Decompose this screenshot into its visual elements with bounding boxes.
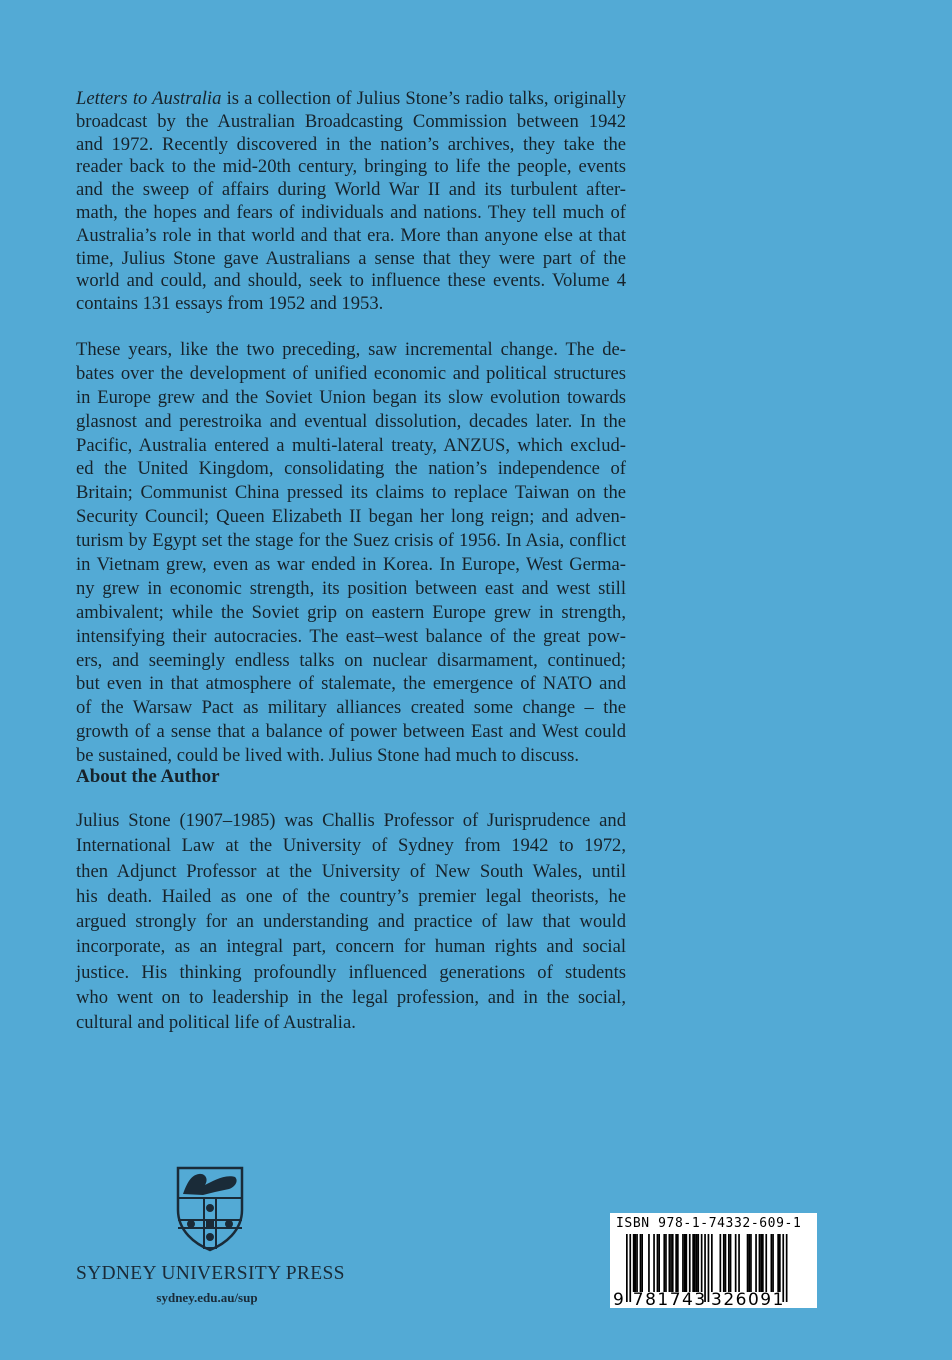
- barcode-bar: [670, 1234, 672, 1292]
- text-line: contains 131 essays from 1952 and 1953.: [76, 293, 384, 315]
- barcode-bar: [641, 1234, 643, 1292]
- text-line: math, the hopes and fears of individuals and nations. They tell much of: [76, 201, 626, 223]
- barcode-bar: [635, 1234, 637, 1292]
- barcode-bar: [711, 1234, 713, 1292]
- text-line: bates over the development of unified economic and political structures: [76, 362, 626, 384]
- barcode-bar: [762, 1234, 764, 1292]
- barcode-bar: [748, 1234, 750, 1292]
- text-fragment: is a collection of Julius Stone’s radio talks, originally: [221, 88, 626, 109]
- text-line: intensifying their autocracies. The east–west balance of the great pow-: [76, 625, 626, 647]
- ean-first-digit: 9: [613, 1290, 626, 1308]
- text-line: in Vietnam grew, even as war ended in Korea. In Europe, West Germa-: [76, 554, 626, 576]
- text-line: ers, and seemingly endless talks on nuclear disarmament, continued;: [76, 649, 626, 671]
- barcode-bar: [663, 1234, 665, 1292]
- barcode-bar: [730, 1234, 732, 1292]
- barcode-bar: [648, 1234, 650, 1292]
- ean-right-digits: 326091: [711, 1290, 785, 1308]
- publisher-url: sydney.edu.au/sup: [156, 1290, 258, 1305]
- barcode-bar: [760, 1234, 762, 1292]
- barcode-bar: [629, 1234, 631, 1302]
- barcode-bar: [696, 1234, 698, 1292]
- text-line: growth of a sense that a balance of power between East and West could: [76, 721, 626, 743]
- text-line: incorporate, as an integral part, concern for human rights and social: [76, 936, 626, 958]
- barcode-bar: [684, 1234, 686, 1292]
- barcode-bar: [747, 1234, 749, 1292]
- text-line: justice. His thinking profoundly influenced generations of students: [76, 961, 626, 983]
- barcode-bar: [640, 1234, 642, 1292]
- text-line: turism by Egypt set the stage for the Suez crisis of 1956. In Asia, conflict: [76, 530, 626, 552]
- barcode-bar: [759, 1234, 761, 1292]
- text-line: argued strongly for an understanding and practice of law that would: [76, 911, 626, 933]
- barcode-bar: [771, 1234, 773, 1292]
- text-line: who went on to leadership in the legal profession, and in the social,: [76, 987, 626, 1009]
- barcode-bar: [689, 1234, 691, 1292]
- barcode-bar: [653, 1234, 655, 1292]
- barcode-bar: [735, 1234, 737, 1292]
- barcode-bar: [765, 1234, 767, 1292]
- barcode-bar: [725, 1234, 727, 1292]
- barcode-bar: [755, 1234, 757, 1292]
- barcode-bar: [723, 1234, 725, 1292]
- isbn-label: ISBN 978-1-74332-609-1: [616, 1216, 802, 1231]
- text-line: cultural and political life of Australia.: [76, 1012, 356, 1034]
- ean-left-digits: 781743: [632, 1290, 707, 1308]
- about-author-heading: About the Author: [76, 766, 220, 787]
- barcode-bar: [701, 1234, 703, 1292]
- text-line: Australia’s role in that world and that era. More than anyone else at that: [76, 224, 626, 246]
- barcode-bar: [677, 1234, 679, 1292]
- text-line: time, Julius Stone gave Australians a sense that they were part of the: [76, 247, 626, 269]
- text-line: Security Council; Queen Elizabeth II began her long reign; and adven-: [76, 506, 626, 528]
- barcode-bar: [669, 1234, 671, 1292]
- text-line: of the Warsaw Pact as military alliances created some change – the: [76, 697, 626, 719]
- barcode-bar: [786, 1234, 788, 1302]
- barcode-bar: [697, 1234, 699, 1292]
- barcode-bar: [750, 1234, 752, 1292]
- text-line: be sustained, could be lived with. Julius Stone had much to discuss.: [76, 745, 580, 767]
- barcode-bar: [779, 1234, 781, 1292]
- text-line: broadcast by the Australian Broadcasting Commission between 1942: [76, 110, 626, 132]
- barcode-bar: [672, 1234, 674, 1292]
- barcode-bar: [738, 1234, 740, 1292]
- barcode-bar: [636, 1234, 638, 1292]
- text-line: Pacific, Australia entered a multi-lateral treaty, ANZUS, which exclud-: [76, 434, 626, 456]
- barcode-bar: [694, 1234, 696, 1292]
- publisher-name: SYDNEY UNIVERSITY PRESS: [76, 1263, 345, 1284]
- publisher-logo: [60, 1165, 360, 1258]
- barcode-bar: [658, 1234, 660, 1292]
- text-line: ambivalent; while the Soviet grip on eastern Europe grew in strength,: [76, 601, 626, 623]
- text-line: and the sweep of affairs during World War II and its turbulent after-: [76, 179, 626, 201]
- text-line: These years, like the two preceding, saw incremental change. The de-: [76, 339, 626, 360]
- barcode-bar: [686, 1234, 688, 1292]
- barcode-bar: [682, 1234, 684, 1292]
- university-shield-crest-icon: [175, 1165, 245, 1253]
- barcode-bar: [633, 1234, 635, 1292]
- barcode-bar: [708, 1234, 710, 1302]
- text-line: reader back to the mid-20th century, bringing to life the people, events: [76, 156, 626, 178]
- barcode-bar: [675, 1234, 677, 1292]
- barcode-bars: [610, 1213, 817, 1308]
- text-line: then Adjunct Professor at the University of New South Wales, until: [76, 860, 626, 882]
- text-line: ny grew in economic strength, its position between east and west still: [76, 577, 626, 599]
- description-paragraph-2: [76, 338, 626, 768]
- text-line: Julius Stone (1907–1985) was Challis Professor of Jurisprudence and: [76, 810, 626, 831]
- text-line: Britain; Communist China pressed its claims to replace Taiwan on the: [76, 482, 626, 504]
- about-author-paragraph: [76, 808, 626, 1036]
- text-line: his death. Hailed as one of the country’s premier legal theorists, he: [76, 885, 626, 907]
- barcode-bar: [657, 1234, 659, 1292]
- barcode-bar: [772, 1234, 774, 1292]
- description-paragraph-1: [76, 88, 626, 316]
- barcode-bar: [777, 1234, 779, 1292]
- text-line: glasnost and perestroika and eventual dissolution, decades later. In the: [76, 410, 626, 432]
- barcode-bar: [692, 1234, 694, 1292]
- book-title: Letters to Australia: [76, 88, 222, 109]
- text-line: International Law at the University of Sydney from 1942 to 1972,: [76, 835, 626, 857]
- text-line: world and could, and should, seek to influence these events. Volume 4: [76, 270, 626, 292]
- isbn-barcode: [610, 1213, 817, 1308]
- text-line: in Europe grew and the Soviet Union began its slow evolution towards: [76, 386, 626, 408]
- barcode-bar: [720, 1234, 722, 1292]
- text-line: but even in that atmosphere of stalemate, the emergence of NATO and: [76, 673, 626, 695]
- barcode-bar: [626, 1234, 628, 1302]
- text-line: ed the United Kingdom, consolidating the nation’s independence of: [76, 458, 626, 480]
- barcode-bar: [665, 1234, 667, 1292]
- barcode-bar: [728, 1234, 730, 1292]
- text-line: [76, 88, 626, 111]
- text-line: and 1972. Recently discovered in the nation’s archives, they take the: [76, 133, 626, 155]
